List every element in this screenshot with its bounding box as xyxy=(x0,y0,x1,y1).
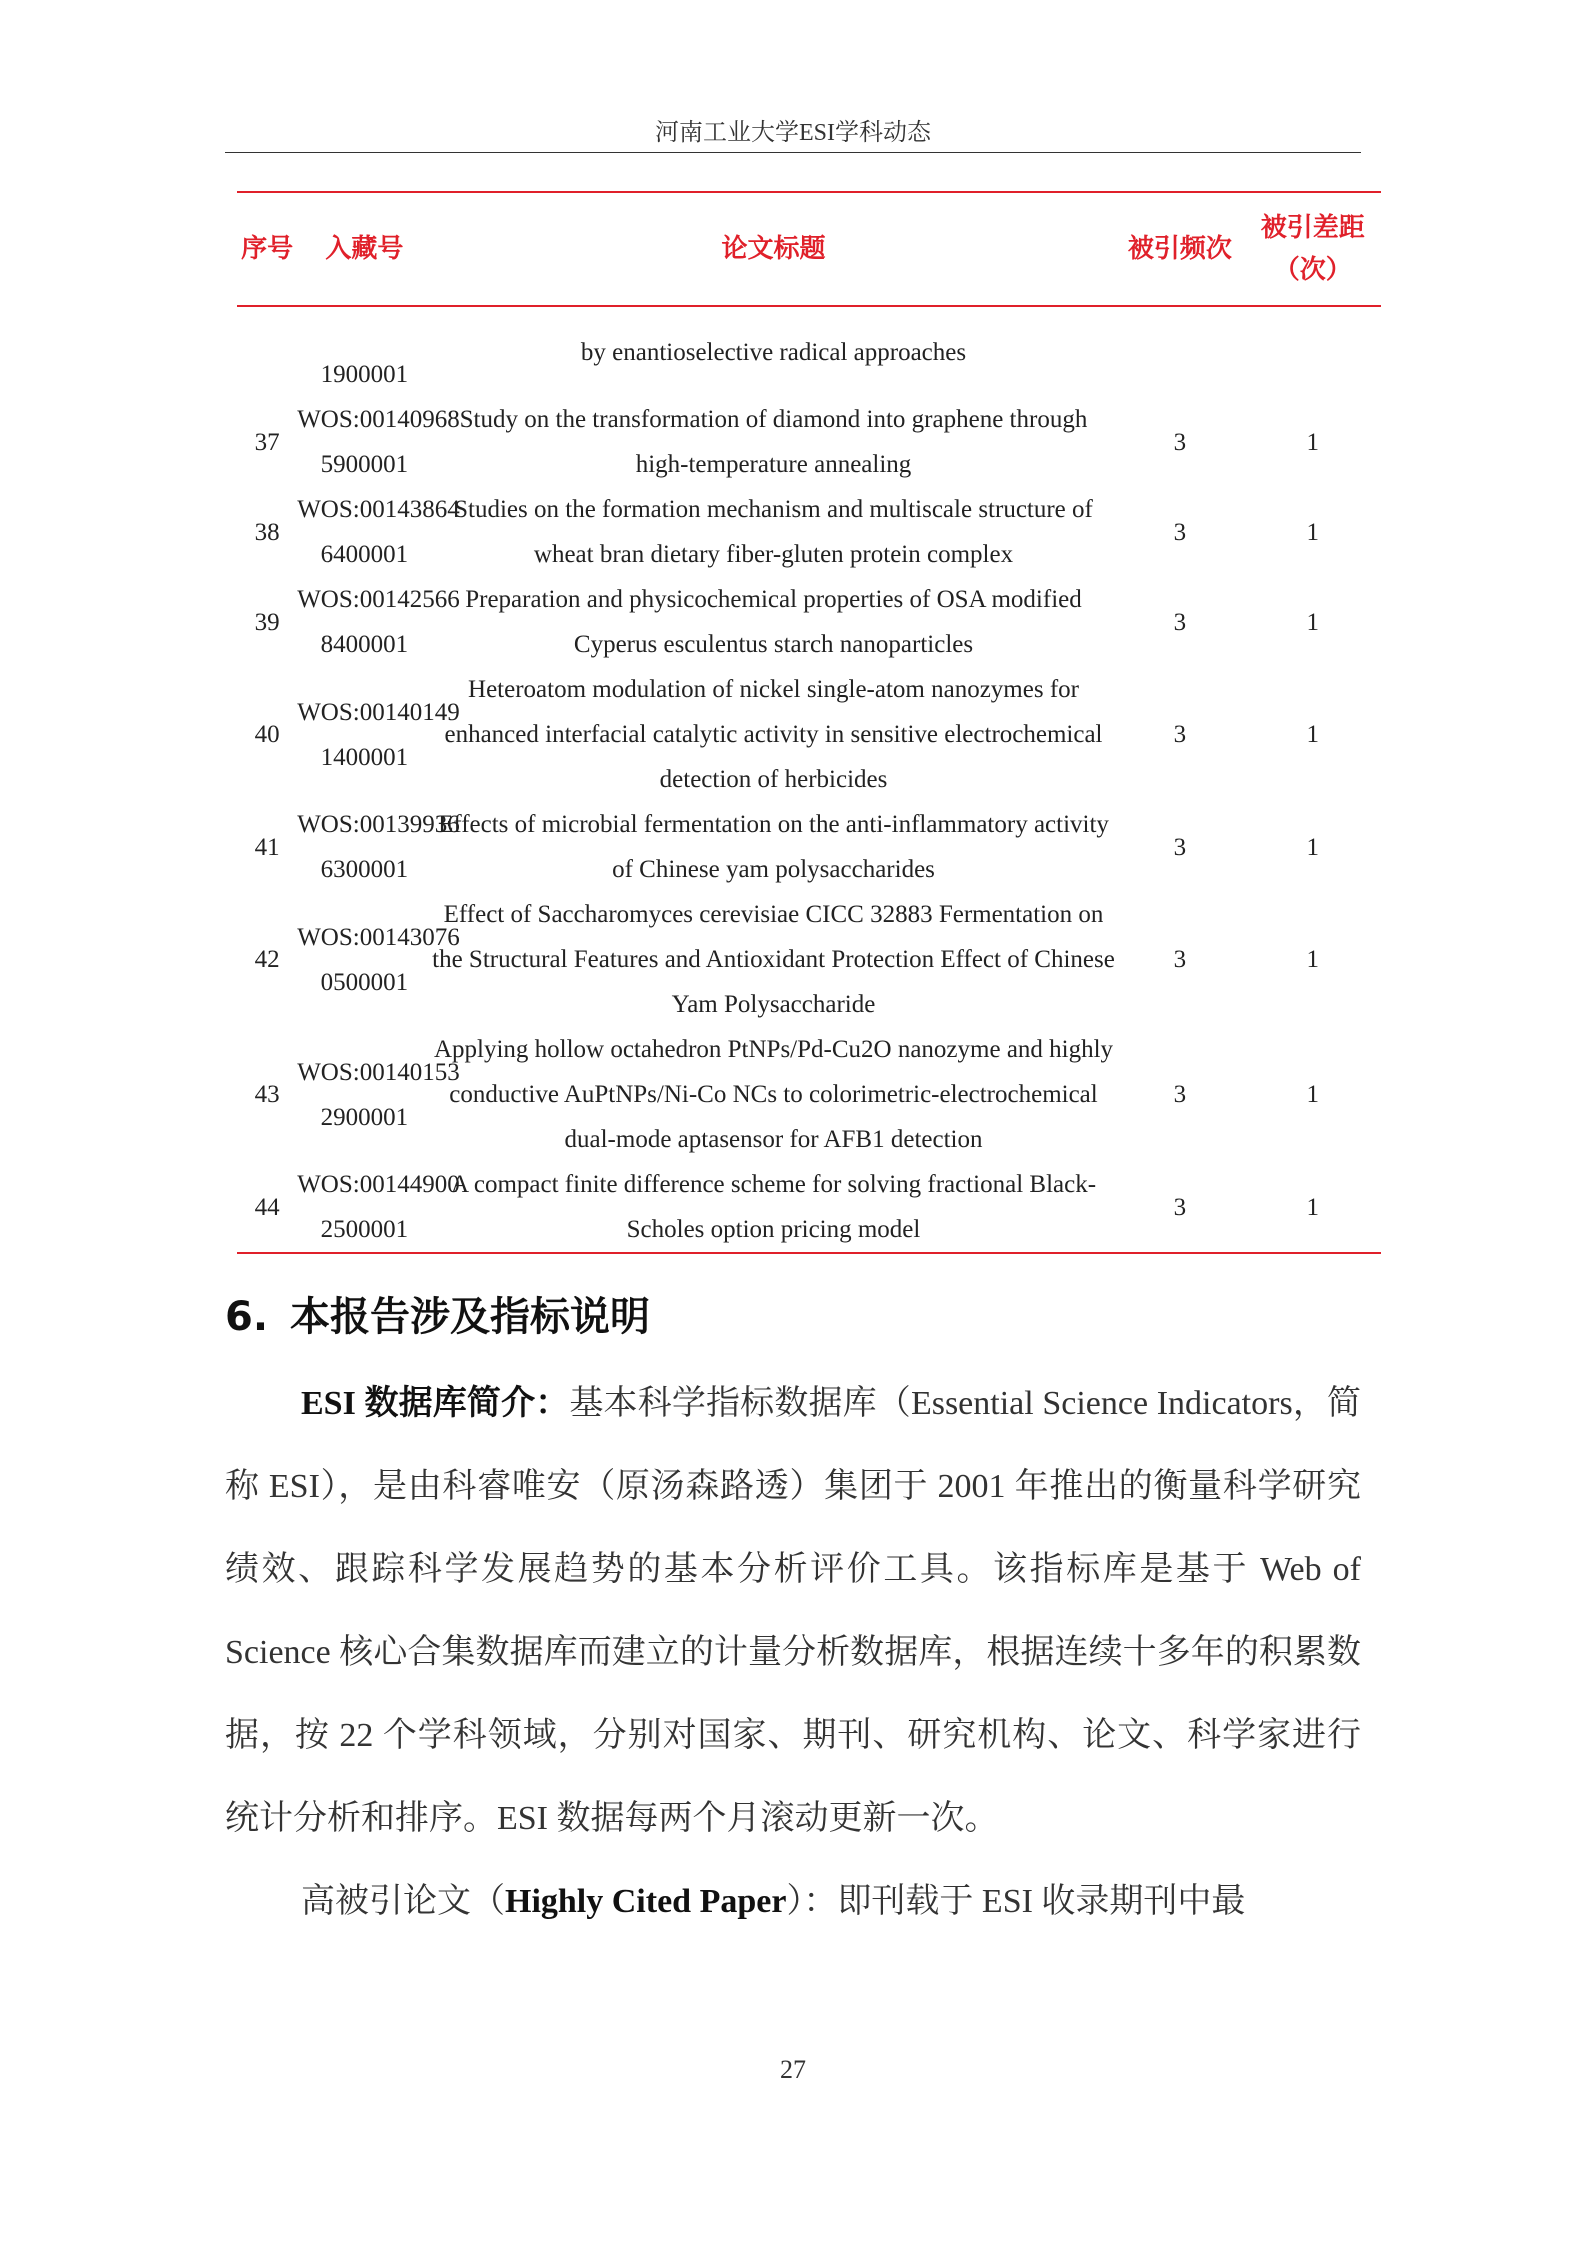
accession-part-2: 6300001 xyxy=(320,856,409,883)
section-heading xyxy=(225,1285,650,1342)
text-esi-database: 基本科学指标数据库（Essential Science Indicators，简称 ESI），是由科睿唯安（原汤森路透）集团于 2001 年推出的衡量科学研究绩效、跟踪科学发展趋势的基本分析评价工具。该指标库是基于 Web of Science 核心合集数据库而建立的计量分析数据库，根据连续十多年的积累数据，按 22 个学科领域，分别对国家、期刊、研究机构、论文、科学家进行统计分析和排序。ESI 数据每两个月滚动更新一次。 xyxy=(225,1385,1361,1837)
col-header-citations: 被引频次 xyxy=(1115,192,1244,306)
table-header-row xyxy=(237,192,1381,306)
paragraph-esi-intro xyxy=(225,1362,1361,1860)
cell-serial-number: 39 xyxy=(254,608,280,636)
table-row xyxy=(237,1162,1381,1253)
cell-citation-gap: 1 xyxy=(1244,1162,1381,1253)
table-row xyxy=(237,306,1381,397)
cell-citation-count: 3 xyxy=(1173,833,1187,861)
cell-citation-count: 3 xyxy=(1173,946,1187,973)
accession-part-2: 1900001 xyxy=(320,361,409,388)
cell-serial-number: 38 xyxy=(254,518,280,546)
accession-part-2: 5900001 xyxy=(320,451,409,478)
cell-citation-gap xyxy=(1244,306,1381,397)
cell-paper-title: Effect of Saccharomyces cerevisiae CICC 32883 Fermentation on the Structural Features and Antioxidant Protection Effect of Chinese Yam Polysaccharide xyxy=(432,901,1115,1018)
term-esi-database: ESI 数据库简介： xyxy=(301,1385,570,1422)
cell-citation-count: 3 xyxy=(1173,518,1187,546)
cell-accession-number xyxy=(297,487,460,577)
cell-citation-gap: 1 xyxy=(1306,1081,1319,1108)
cell-paper-title: Applying hollow octahedron PtNPs/Pd-Cu2O nanozyme and highly conductive AuPtNPs/Ni-Co NCs to colorimetric-electrochemical dual-mode aptasensor for AFB1 detection xyxy=(433,1036,1114,1153)
cell-citation-count: 3 xyxy=(1173,1081,1187,1108)
col-header-title: 论文标题 xyxy=(432,192,1116,306)
cell-citation-count xyxy=(1115,306,1244,397)
accession-part-2: 1400001 xyxy=(320,743,409,771)
cell-citation-gap: 1 xyxy=(1306,946,1319,973)
accession-part-1: WOS:00143076 xyxy=(297,923,460,951)
cell-serial-number: 44 xyxy=(237,1162,297,1253)
cell-serial-number xyxy=(237,306,297,397)
col-header-gap xyxy=(1244,192,1381,306)
table-row xyxy=(237,397,1381,487)
col-header-no: 序号 xyxy=(237,192,297,306)
cell-paper-title: Study on the transformation of diamond into graphene through high-temperature annealing xyxy=(459,406,1088,478)
cell-accession-number xyxy=(297,667,460,802)
cell-citation-count: 3 xyxy=(1115,1162,1244,1253)
cell-citation-gap: 1 xyxy=(1306,428,1319,456)
running-header: 河南工业大学ESI学科动态 xyxy=(655,120,931,146)
col-header-gap-line2: （次） xyxy=(1273,255,1352,284)
section-title: 本报告涉及指标说明 xyxy=(290,1294,651,1340)
section-body xyxy=(225,1362,1361,1943)
cell-serial-number: 37 xyxy=(254,428,280,456)
term-highly-cited-cn: 高被引论文（ xyxy=(301,1883,505,1920)
cell-paper-title: Preparation and physicochemical properties of OSA modified Cyperus esculentus starch nanoparticles xyxy=(465,586,1082,658)
accession-part-1: WOS:00140149 xyxy=(297,698,460,726)
table-row xyxy=(237,667,1381,802)
accession-part-1: WOS:00143864 xyxy=(297,496,460,523)
accession-part-1: WOS:00139936 xyxy=(297,811,460,838)
accession-part-1: WOS:00140153 xyxy=(297,1058,460,1086)
accession-part-1: WOS:00144900 xyxy=(297,1171,460,1198)
accession-part-2: 8400001 xyxy=(320,631,409,658)
accession-part-1: WOS:00142566 xyxy=(297,586,460,613)
paragraph-highly-cited xyxy=(225,1860,1361,1943)
cell-serial-number: 40 xyxy=(254,721,280,748)
cell-paper-title: A compact finite difference scheme for solving fractional Black-Scholes option pricing model xyxy=(432,1162,1116,1253)
cell-citation-count: 3 xyxy=(1173,428,1187,456)
col-header-accession: 入藏号 xyxy=(297,192,431,306)
cell-accession-number xyxy=(297,1027,460,1162)
accession-part-2: 2900001 xyxy=(320,1103,409,1131)
cell-citation-count: 3 xyxy=(1173,608,1187,636)
term-highly-cited-end: ）： xyxy=(786,1883,838,1920)
accession-part-2: 6400001 xyxy=(320,541,409,568)
table-row xyxy=(237,802,1381,892)
cell-serial-number: 42 xyxy=(254,946,280,973)
cell-paper-title: Studies on the formation mechanism and multiscale structure of wheat bran dietary fiber-gluten protein complex xyxy=(454,496,1093,568)
cell-citation-gap: 1 xyxy=(1306,608,1319,636)
cell-accession-number xyxy=(297,802,460,892)
cell-accession-number xyxy=(297,577,460,667)
cell-accession-number xyxy=(297,892,460,1027)
cell-citation-gap: 1 xyxy=(1306,833,1319,861)
table-row xyxy=(237,892,1381,1027)
cell-serial-number: 43 xyxy=(254,1081,280,1108)
section-number: 6. xyxy=(225,1294,269,1340)
cell-accession-number xyxy=(297,397,460,487)
cell-accession-number xyxy=(297,1162,460,1253)
cell-citation-count: 3 xyxy=(1173,721,1187,748)
accession-part-2: 0500001 xyxy=(320,968,409,996)
cell-accession-number xyxy=(297,306,431,397)
col-header-gap-line1: 被引差距 xyxy=(1260,213,1365,242)
table-row xyxy=(237,487,1381,577)
page-number: 27 xyxy=(780,2055,806,2084)
accession-part-1: WOS:00140968 xyxy=(297,406,460,433)
accession-part-2: 2500001 xyxy=(320,1216,409,1243)
table-row xyxy=(237,1027,1381,1162)
cell-serial-number: 41 xyxy=(254,833,280,861)
text-highly-cited: 即刊载于 ESI 收录期刊中最 xyxy=(837,1883,1246,1920)
header-rule xyxy=(225,152,1361,153)
cell-citation-gap: 1 xyxy=(1306,721,1319,748)
cell-paper-title: Effects of microbial fermentation on the anti-inflammatory activity of Chinese yam polysaccharides xyxy=(438,811,1109,883)
cell-paper-title: by enantioselective radical approaches xyxy=(580,338,967,366)
cell-citation-gap: 1 xyxy=(1306,518,1319,546)
term-highly-cited-en: Highly Cited Paper xyxy=(505,1883,787,1920)
cell-paper-title: Heteroatom modulation of nickel single-atom nanozymes for enhanced interfacial catalytic activity in sensitive electrochemical detection of herbicides xyxy=(444,676,1103,793)
table-row xyxy=(237,577,1381,667)
highly-cited-papers-table xyxy=(237,191,1381,1254)
